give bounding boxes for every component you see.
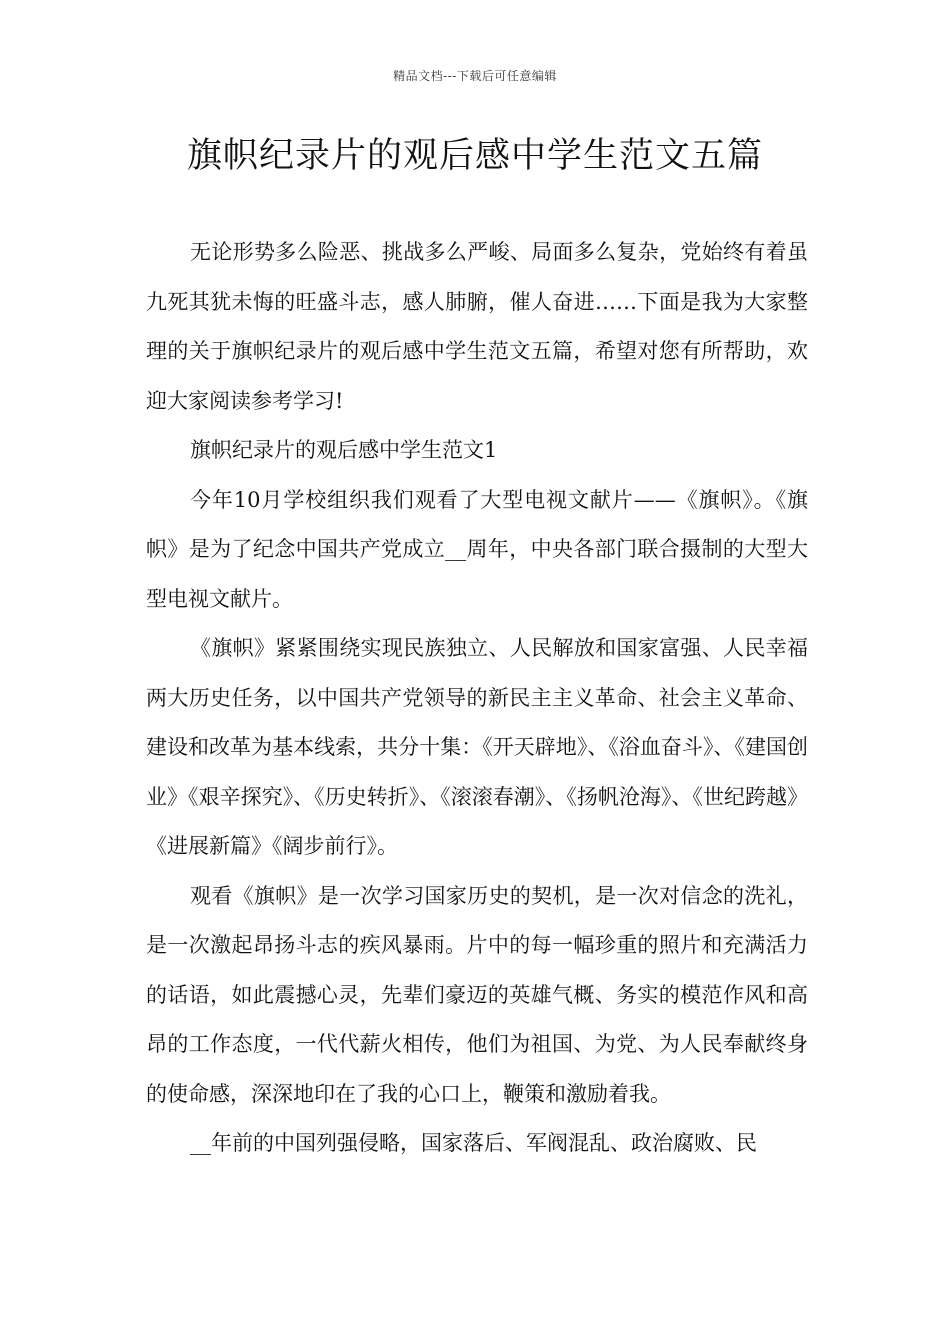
body-paragraph: 观看《旗帜》是一次学习国家历史的契机，是一次对信念的洗礼，是一次激起昂扬斗志的疾风暴雨。片中的每一幅珍重的照片和充满活力的话语，如此震撼心灵，先辈们豪迈的英雄气概、务实的模范作风和高昂的工作态度，一代代薪火相传，他们为祖国、为党、为人民奉献终身的使命感，深深地印在了我的心口上，鞭策和激励着我。: [146, 883, 808, 1106]
section-heading: 旗帜纪录片的观后感中学生范文1: [190, 438, 498, 462]
body-paragraph: 《旗帜》紧紧围绕实现民族独立、人民解放和国家富强、人民幸福两大历史任务，以中国共产党领导的新民主主义革命、社会主义革命、建设和改革为基本线索，共分十集：《开天辟地》、《浴血奋斗》、《建国创业》《艰辛探究》、《历史转折》、《滚滚春潮》、《扬帆沧海》、《世纪跨越》《进展新篇》《阔步前行》。: [146, 636, 808, 858]
document-title: 旗帜纪录片的观后感中学生范文五篇: [186, 136, 763, 176]
intro-paragraph: 无论形势多么险恶、挑战多么严峻、局面多么复杂，党始终有着虽九死其犹未悔的旺盛斗志，感人肺腑，催人奋进……下面是我为大家整理的关于旗帜纪录片的观后感中学生范文五篇，希望对您有所帮助，欢迎大家阅读参考学习!: [146, 240, 808, 413]
body-paragraph: __年前的中国列强侵略，国家落后、军阀混乱、政治腐败、民: [190, 1131, 757, 1155]
header-note: 精品文档---下载后可任意编辑: [393, 69, 557, 83]
document-body: [146, 228, 808, 1169]
body-paragraph: 今年10月学校组织我们观看了大型电视文献片——《旗帜》。《旗帜》是为了纪念中国共产党成立__周年，中央各部门联合摄制的大型大型电视文献片。: [146, 487, 808, 611]
